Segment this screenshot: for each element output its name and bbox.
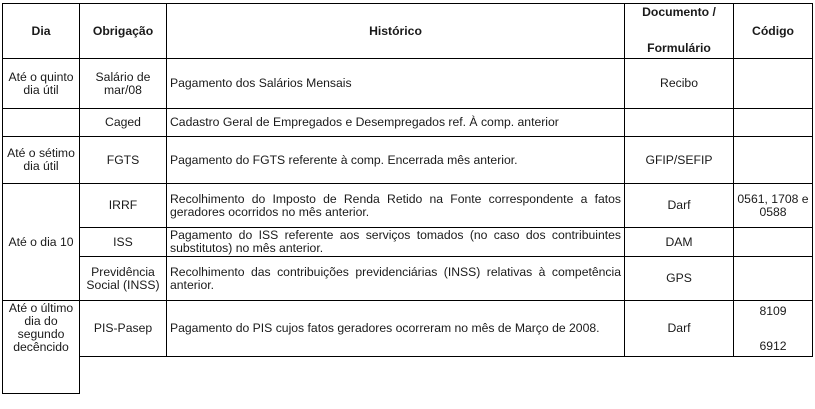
obligations-table	[2, 3, 813, 394]
table-row	[3, 301, 813, 357]
table-row	[3, 228, 813, 257]
cell-historico: Pagamento dos Salários Mensais	[167, 59, 625, 109]
cell-obrigacao: Salário de mar/08	[80, 59, 167, 109]
header-dia: Dia	[3, 4, 80, 59]
cell-codigo	[734, 137, 813, 184]
filler-cell	[80, 357, 813, 394]
cell-historico: Pagamento do FGTS referente à comp. Encerrada mês anterior.	[167, 137, 625, 184]
table-row	[3, 184, 813, 228]
cell-documento: Recibo	[625, 59, 734, 109]
cell-dia: Até o último dia do segundo decêncido	[3, 301, 80, 394]
cell-obrigacao: PIS-Pasep	[80, 301, 167, 357]
cell-historico: Recolhimento do Imposto de Renda Retido na Fonte correspondente a fatos geradores ocorridos no mês anterior.	[167, 184, 625, 228]
header-documento-line2: Formulário	[647, 41, 711, 55]
header-codigo: Código	[734, 4, 813, 59]
cell-codigo-top: 8109	[759, 304, 787, 318]
cell-documento	[625, 109, 734, 137]
cell-codigo	[734, 257, 813, 301]
cell-obrigacao: IRRF	[80, 184, 167, 228]
table-row	[3, 109, 813, 137]
cell-codigo	[734, 301, 813, 357]
cell-historico: Pagamento do ISS referente aos serviços tomados (no caso dos contribuintes substitutos) no mês anterior.	[167, 228, 625, 257]
cell-documento: GPS	[625, 257, 734, 301]
cell-codigo	[734, 59, 813, 109]
cell-dia: Até o sétimo dia útil	[3, 137, 80, 184]
cell-documento: Darf	[625, 301, 734, 357]
cell-obrigacao: Caged	[80, 109, 167, 137]
header-documento-line1: Documento /	[642, 5, 716, 19]
cell-historico: Cadastro Geral de Empregados e Desempregados ref. À comp. anterior	[167, 109, 625, 137]
cell-documento: Darf	[625, 184, 734, 228]
cell-codigo: 0561, 1708 e 0588	[734, 184, 813, 228]
cell-documento: DAM	[625, 228, 734, 257]
table-row	[3, 257, 813, 301]
header-historico: Histórico	[167, 4, 625, 59]
cell-codigo-bottom: 6912	[759, 339, 787, 353]
cell-dia: Até o dia 10	[3, 184, 80, 301]
table-row	[3, 137, 813, 184]
cell-documento: GFIP/SEFIP	[625, 137, 734, 184]
cell-obrigacao: Previdência Social (INSS)	[80, 257, 167, 301]
cell-dia: Até o quinto dia útil	[3, 59, 80, 109]
cell-historico: Pagamento do PIS cujos fatos geradores ocorreram no mês de Março de 2008.	[167, 301, 625, 357]
header-row	[3, 4, 813, 59]
cell-dia	[3, 109, 80, 137]
cell-obrigacao: ISS	[80, 228, 167, 257]
table-row-filler	[3, 357, 813, 394]
header-documento	[625, 4, 734, 59]
cell-obrigacao: FGTS	[80, 137, 167, 184]
cell-historico: Recolhimento das contribuições previdenciárias (INSS) relativas à competência anterior.	[167, 257, 625, 301]
header-obrigacao: Obrigação	[80, 4, 167, 59]
cell-codigo	[734, 228, 813, 257]
table-row	[3, 59, 813, 109]
cell-codigo	[734, 109, 813, 137]
